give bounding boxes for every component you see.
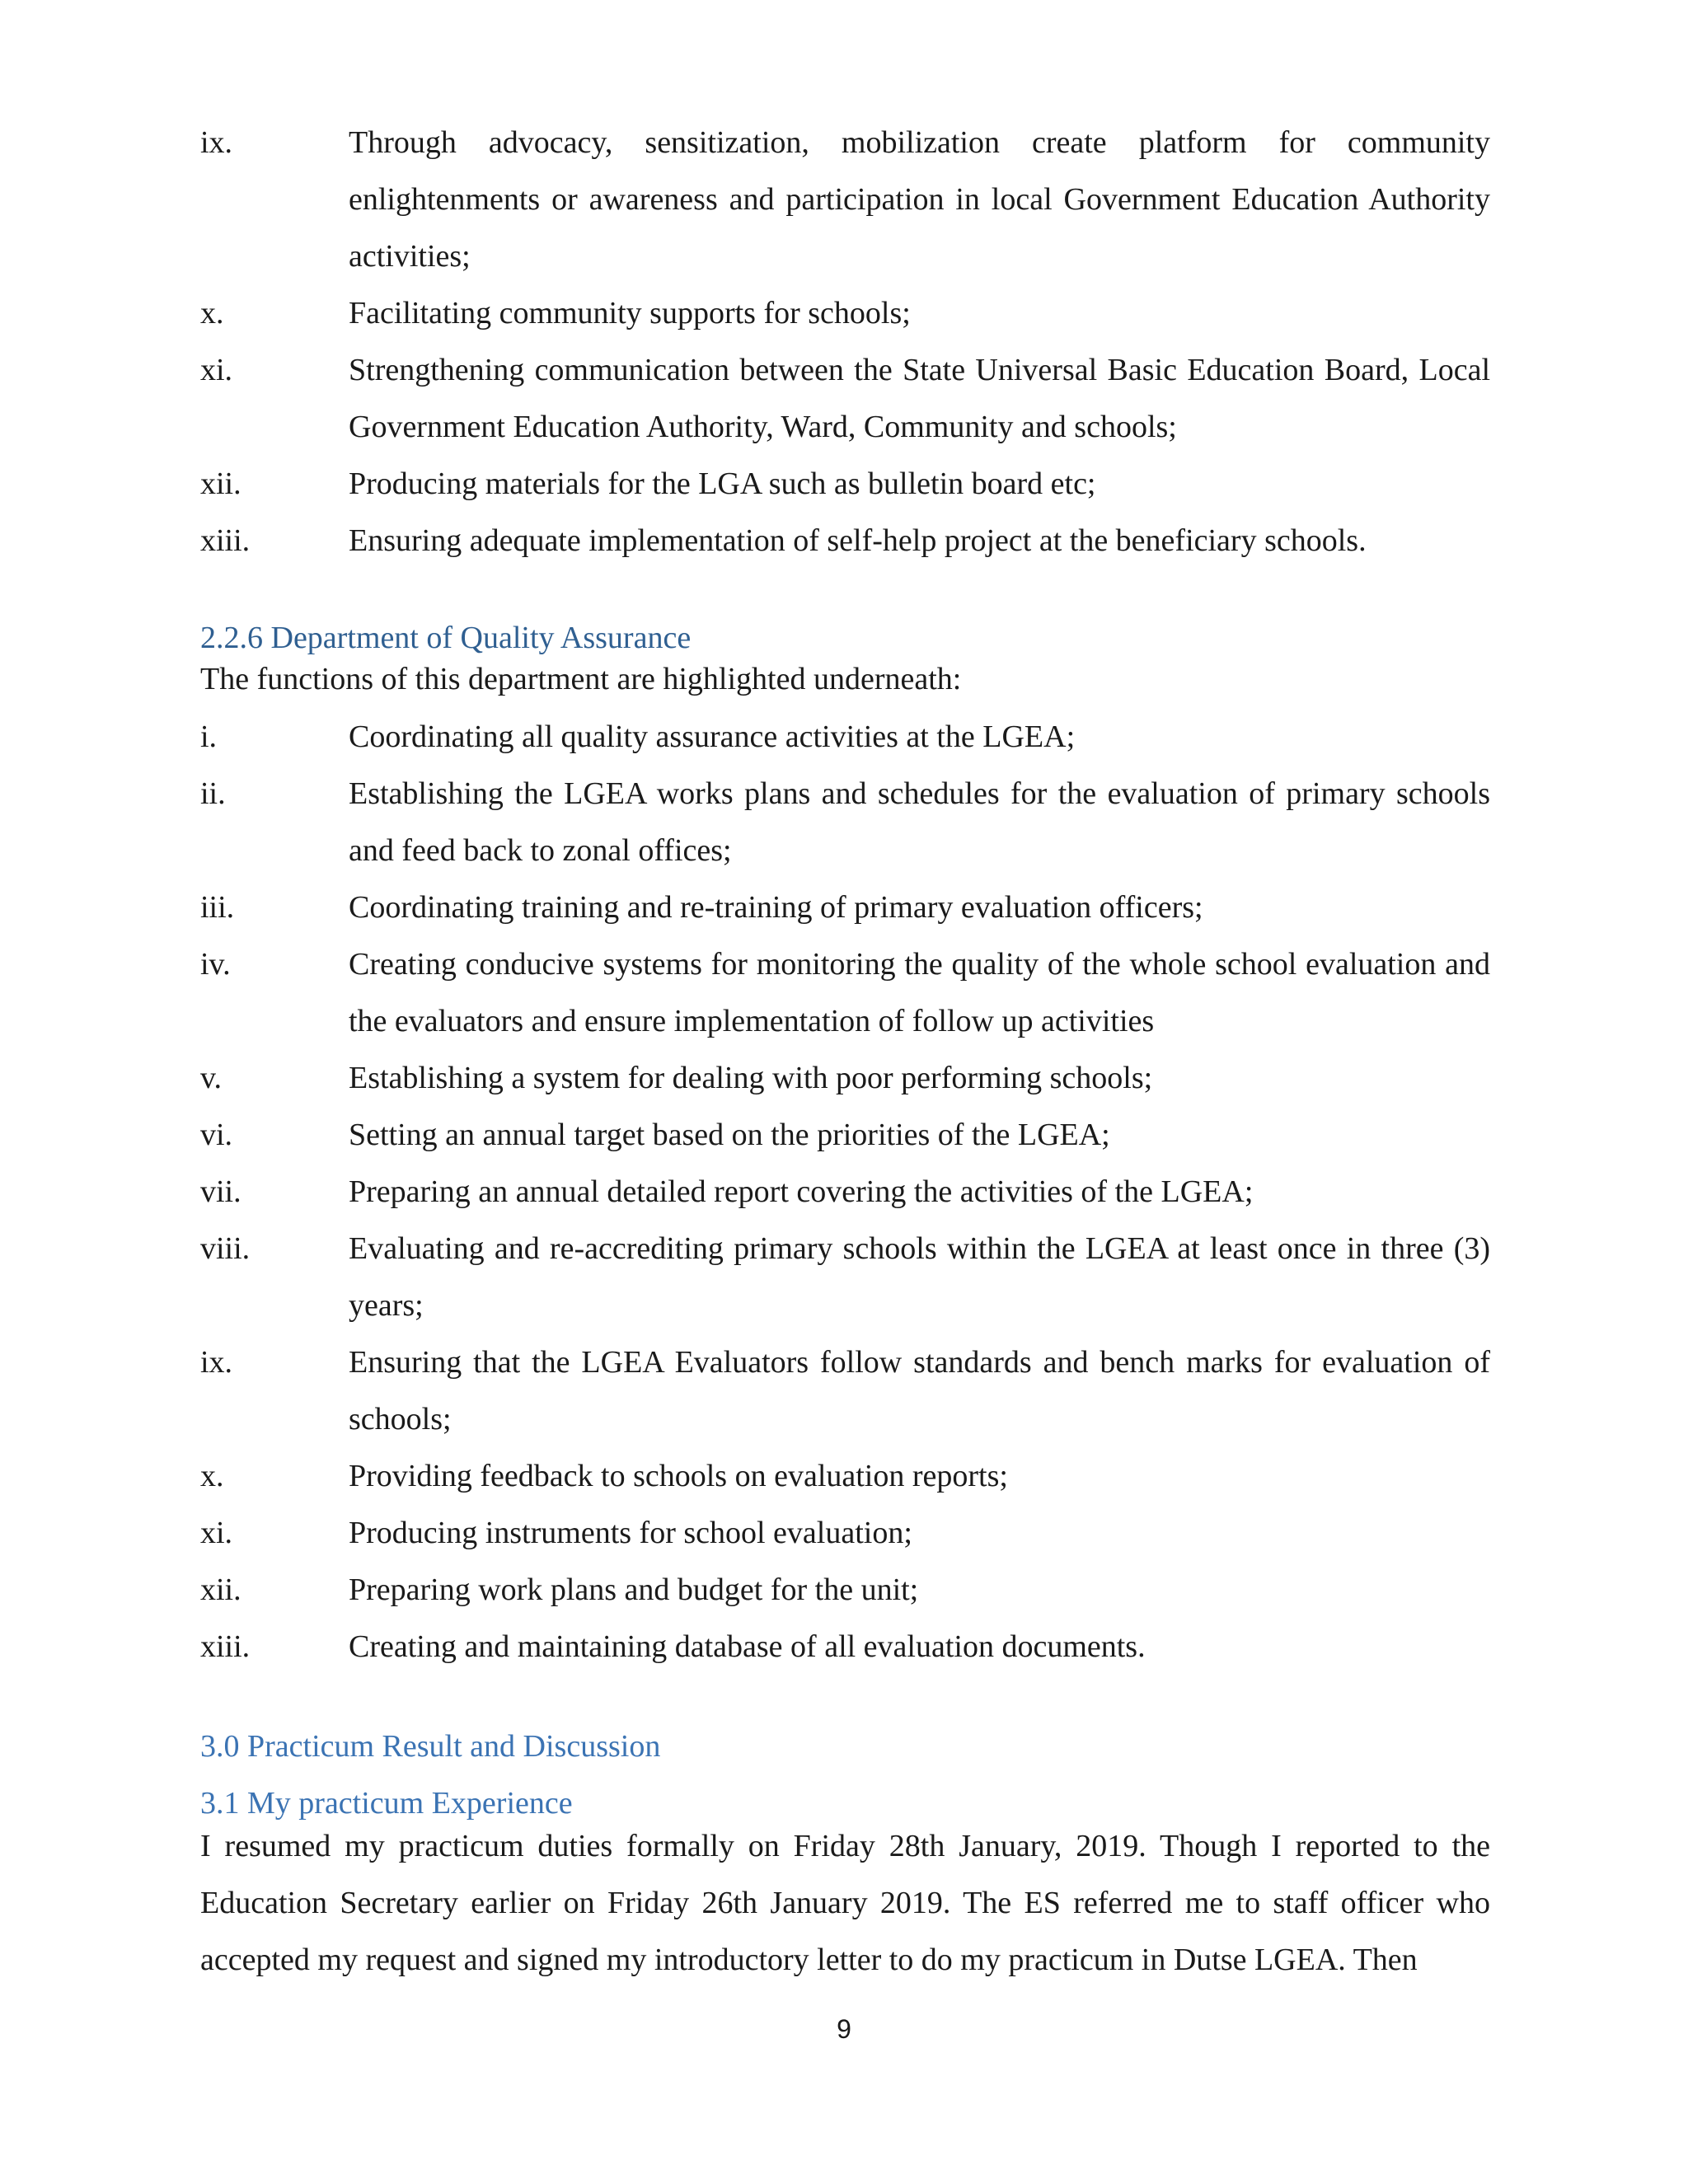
list-item-text: Evaluating and re-accrediting primary schools within the LGEA at least once in three (3) years; [349, 1231, 1490, 1323]
list-item [0, 1448, 1688, 1505]
list-item-text: Ensuring adequate implementation of self-help project at the beneficiary schools. [349, 523, 1367, 558]
page-number: 9 [837, 2014, 851, 2044]
list-item [0, 1221, 1688, 1334]
section-heading-practicum-result: 3.0 Practicum Result and Discussion [200, 1729, 661, 1764]
list-item [0, 1164, 1688, 1221]
list-item-text: Creating and maintaining database of all evaluation documents. [349, 1629, 1146, 1664]
list-item [0, 1562, 1688, 1619]
list-item-text: Setting an annual target based on the priorities of the LGEA; [349, 1118, 1110, 1152]
list-item-number: vi. [200, 1118, 233, 1152]
list-item-text: Ensuring that the LGEA Evaluators follow standards and bench marks for evaluation of schools; [349, 1345, 1490, 1436]
list-item [0, 456, 1688, 513]
list-item-number: iv. [200, 947, 231, 982]
list-item-text: Preparing an annual detailed report covering the activities of the LGEA; [349, 1174, 1254, 1209]
list-item-number: iii. [200, 890, 235, 925]
quality-assurance-functions-list [0, 709, 1688, 1675]
list-item-number: xi. [200, 1516, 233, 1550]
list-item-number: viii. [200, 1231, 251, 1266]
list-item-text: Facilitating community supports for schools; [349, 296, 911, 330]
list-item-number: xii. [200, 1572, 241, 1607]
list-item-text: Creating conducive systems for monitoring the quality of the whole school evaluation and the evaluators and ensure implementation of follow up activities [349, 947, 1490, 1038]
continued-functions-list [0, 115, 1688, 569]
list-item [0, 342, 1688, 456]
section-heading-practicum-experience: 3.1 My practicum Experience [200, 1786, 573, 1821]
list-item [0, 285, 1688, 342]
list-item-text: Producing materials for the LGA such as bulletin board etc; [349, 466, 1096, 501]
list-item [0, 879, 1688, 936]
list-item [0, 1619, 1688, 1675]
list-item-number: xiii. [200, 523, 251, 558]
section-heading-quality-assurance: 2.2.6 Department of Quality Assurance [200, 621, 692, 655]
list-item-number: xiii. [200, 1629, 251, 1664]
list-item-text: Establishing a system for dealing with poor performing schools; [349, 1061, 1153, 1095]
list-item-number: x. [200, 296, 224, 330]
list-item [0, 115, 1688, 285]
list-item [0, 1050, 1688, 1107]
list-item [0, 1107, 1688, 1164]
list-item-number: x. [200, 1459, 224, 1493]
list-item-number: ix. [200, 125, 233, 160]
list-item [0, 936, 1688, 1050]
list-item-number: vii. [200, 1174, 241, 1209]
list-item [0, 1505, 1688, 1562]
list-item-text: Through advocacy, sensitization, mobilization create platform for community enlightenments or awareness and participation in local Government Education Authority activities; [349, 125, 1490, 274]
list-item-text: Producing instruments for school evaluation; [349, 1516, 912, 1550]
list-item-text: Preparing work plans and budget for the unit; [349, 1572, 919, 1607]
section-intro: The functions of this department are highlighted underneath: [200, 662, 962, 696]
list-item [0, 709, 1688, 766]
list-item [0, 1334, 1688, 1448]
list-item-number: ii. [200, 776, 226, 811]
list-item-number: v. [200, 1061, 223, 1095]
list-item [0, 513, 1688, 569]
list-item-text: Coordinating training and re-training of primary evaluation officers; [349, 890, 1203, 925]
list-item-text: Coordinating all quality assurance activities at the LGEA; [349, 719, 1076, 754]
list-item-number: i. [200, 719, 218, 754]
list-item [0, 766, 1688, 879]
list-item-text: Strengthening communication between the State Universal Basic Education Board, Local Government Education Authority, Ward, Community and schools; [349, 353, 1490, 444]
practicum-experience-paragraph: I resumed my practicum duties formally on Friday 28th January, 2019. Though I reported to the Education Secretary earlier on Friday 26th January 2019. The ES referred me to staff officer who accepted my request and signed my introductory letter to do my practicum in Dutse LGEA. Then [200, 1829, 1490, 1977]
list-item-number: xi. [200, 353, 233, 387]
list-item-text: Providing feedback to schools on evaluation reports; [349, 1459, 1008, 1493]
list-item-text: Establishing the LGEA works plans and schedules for the evaluation of primary schools and feed back to zonal offices; [349, 776, 1490, 868]
list-item-number: ix. [200, 1345, 233, 1380]
list-item-number: xii. [200, 466, 241, 501]
